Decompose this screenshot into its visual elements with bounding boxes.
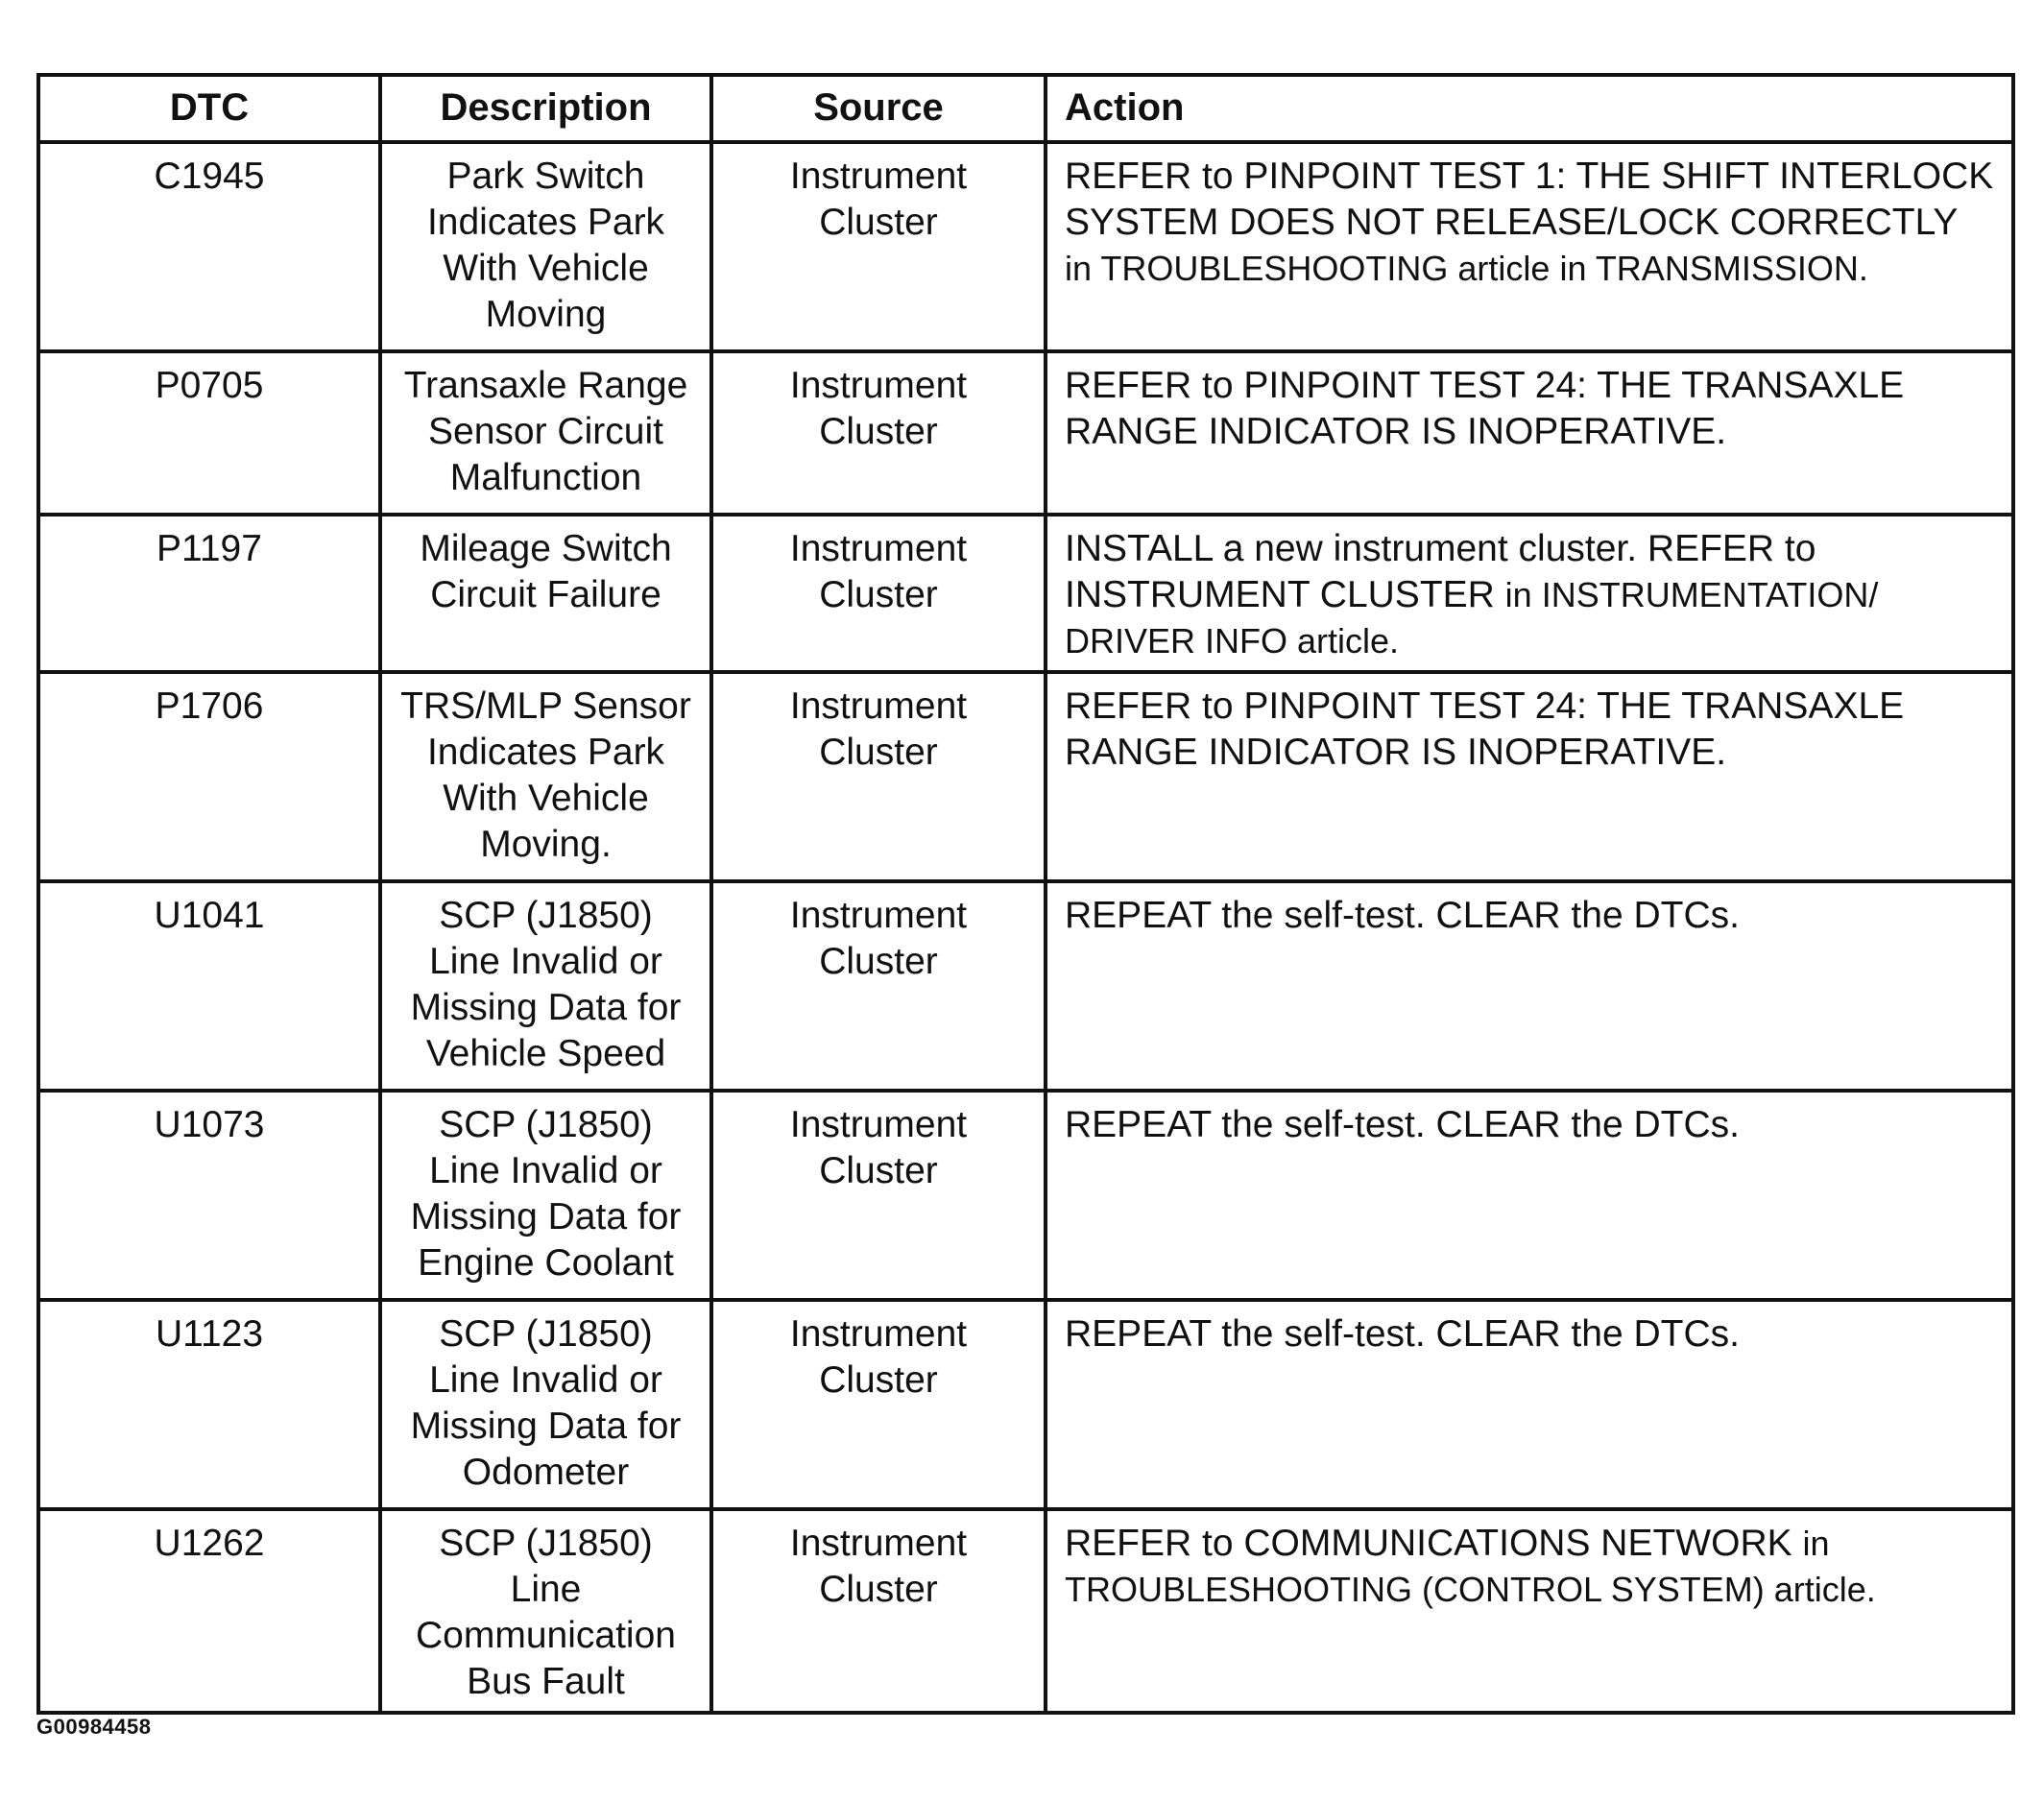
cell-description: SCP (J1850) Line Invalid or Missing Data for Odometer: [380, 1300, 711, 1509]
cell-source: Instrument Cluster: [711, 1509, 1046, 1713]
table-row: [38, 515, 2013, 672]
cell-dtc: P0705: [38, 351, 380, 515]
cell-action: [1046, 672, 2013, 881]
cell-action: [1046, 351, 2013, 515]
cell-dtc: U1041: [38, 881, 380, 1091]
cell-description: SCP (J1850) Line Invalid or Missing Data for Vehicle Speed: [380, 881, 711, 1091]
cell-action: [1046, 515, 2013, 672]
action-main-text: INSTALL a new instrument cluster. REFER to INSTRUMENT CLUSTER: [1065, 528, 1816, 615]
cell-description: Mileage Switch Circuit Failure: [380, 515, 711, 672]
header-dtc: DTC: [38, 75, 380, 142]
table-row: [38, 142, 2013, 351]
action-main-text: REFER to COMMUNICATIONS NETWORK: [1065, 1523, 1792, 1564]
table-row: [38, 1509, 2013, 1713]
action-main-text: REFER to PINPOINT TEST 24: THE TRANSAXLE RANGE INDICATOR IS INOPERATIVE.: [1065, 685, 1905, 773]
table-row: [38, 1300, 2013, 1509]
table-row: [38, 881, 2013, 1091]
table-row: [38, 351, 2013, 515]
action-main-text: REPEAT the self-test. CLEAR the DTCs.: [1065, 1104, 1740, 1145]
cell-action: [1046, 881, 2013, 1091]
cell-description: SCP (J1850) Line Invalid or Missing Data for Engine Coolant: [380, 1091, 711, 1300]
cell-source: Instrument Cluster: [711, 351, 1046, 515]
cell-action: [1046, 1091, 2013, 1300]
cell-description: TRS/MLP Sensor Indicates Park With Vehicle Moving.: [380, 672, 711, 881]
cell-source: Instrument Cluster: [711, 1300, 1046, 1509]
cell-source: Instrument Cluster: [711, 1091, 1046, 1300]
cell-dtc: P1197: [38, 515, 380, 672]
table-row: [38, 672, 2013, 881]
cell-action: [1046, 142, 2013, 351]
figure-id-caption: G00984458: [36, 1715, 152, 1739]
cell-source: Instrument Cluster: [711, 515, 1046, 672]
dtc-table-container: [36, 73, 2011, 1715]
action-sub-text: in TROUBLESHOOTING article in TRANSMISSION.: [1065, 249, 1868, 288]
cell-description: Park Switch Indicates Park With Vehicle Moving: [380, 142, 711, 351]
cell-source: Instrument Cluster: [711, 142, 1046, 351]
action-main-text: REPEAT the self-test. CLEAR the DTCs.: [1065, 895, 1740, 936]
action-main-text: REPEAT the self-test. CLEAR the DTCs.: [1065, 1313, 1740, 1355]
action-main-text: REFER to PINPOINT TEST 1: THE SHIFT INTERLOCK SYSTEM DOES NOT RELEASE/LOCK CORRECTLY: [1065, 156, 1994, 243]
cell-description: Transaxle Range Sensor Circuit Malfunction: [380, 351, 711, 515]
cell-source: Instrument Cluster: [711, 881, 1046, 1091]
action-sub-text: in TROUBLESHOOTING (CONTROL SYSTEM) article.: [1065, 1524, 1876, 1609]
cell-dtc: U1073: [38, 1091, 380, 1300]
cell-source: Instrument Cluster: [711, 672, 1046, 881]
header-description: Description: [380, 75, 711, 142]
header-action: Action: [1046, 75, 2013, 142]
header-row: [38, 75, 2013, 142]
table-row: [38, 1091, 2013, 1300]
action-main-text: REFER to PINPOINT TEST 24: THE TRANSAXLE RANGE INDICATOR IS INOPERATIVE.: [1065, 365, 1905, 452]
cell-dtc: P1706: [38, 672, 380, 881]
cell-dtc: U1123: [38, 1300, 380, 1509]
cell-action: [1046, 1509, 2013, 1713]
header-source: Source: [711, 75, 1046, 142]
cell-action: [1046, 1300, 2013, 1509]
dtc-table: [36, 73, 2015, 1715]
action-sub-text: in INSTRUMENTATION/ DRIVER INFO article.: [1065, 575, 1879, 661]
cell-dtc: C1945: [38, 142, 380, 351]
cell-description: SCP (J1850) Line Communication Bus Fault: [380, 1509, 711, 1713]
cell-dtc: U1262: [38, 1509, 380, 1713]
